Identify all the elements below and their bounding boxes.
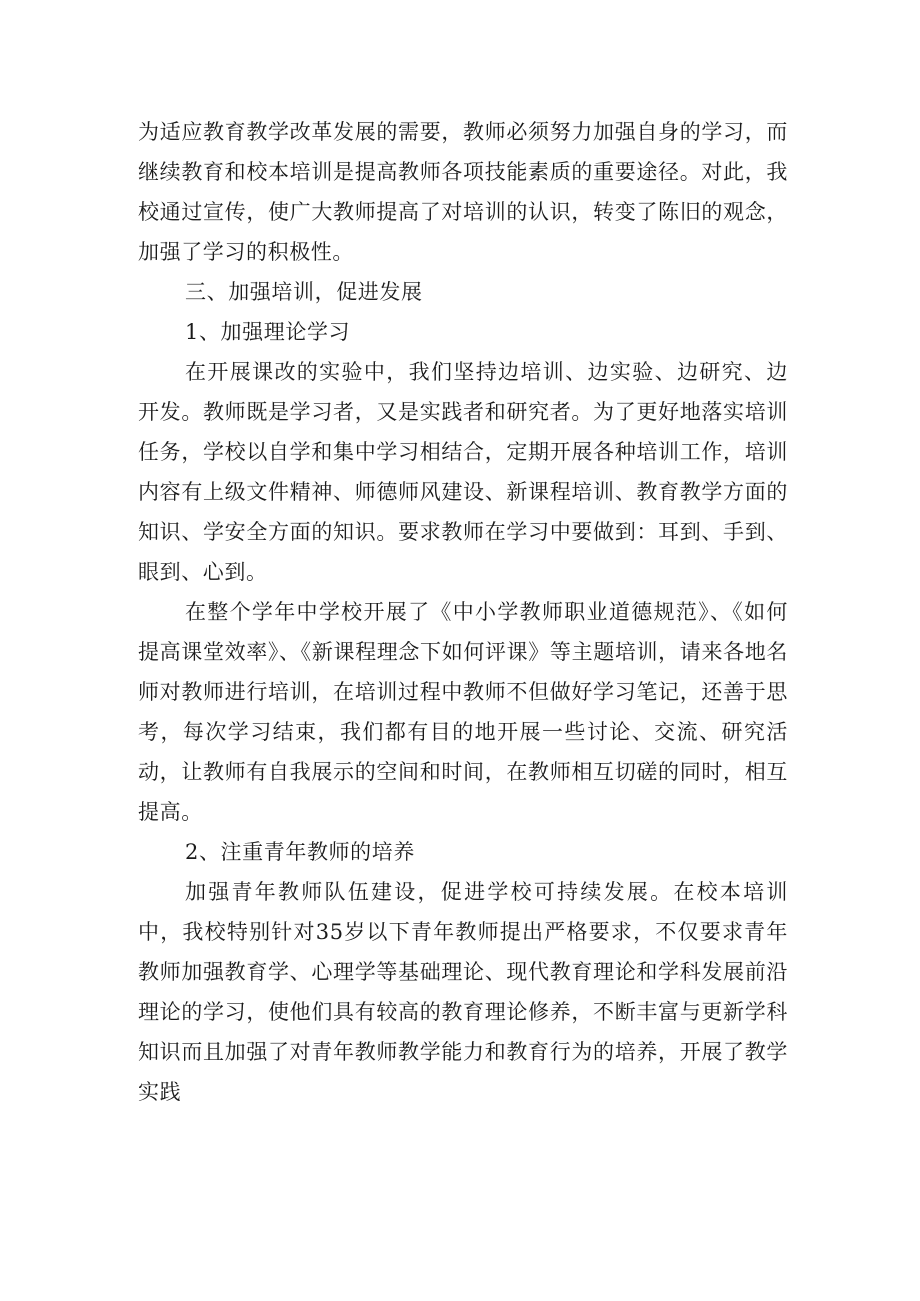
paragraph-training-topics: 在整个学年中学校开展了《中小学教师职业道德规范》、《如何提高课堂效率》、《新课程理念下如何评课》等主题培训，请来各地名师对教师进行培训，在培训过程中教师不但做好学习笔记，还善于思考，每次学习结束，我们都有目的地开展一些讨论、交流、研究活动，让教师有自我展示的空间和时间，在教师相互切磋的同时，相互提高。 [138,600,788,824]
subsection-heading-young-teachers: 2、注重青年教师的培养 [185,840,415,864]
paragraph-continuation: 为适应教育教学改革发展的需要，教师必须努力加强自身的学习，而继续教育和校本培训是提高教师各项技能素质的重要途径。对此，我校通过宣传，使广大教师提高了对培训的认识，转变了陈旧的观念，加强了学习的积极性。 [138,120,788,264]
paragraph-theory-study: 在开展课改的实验中，我们坚持边培训、边实验、边研究、边开发。教师既是学习者，又是实践者和研究者。为了更好地落实培训任务，学校以自学和集中学习相结合，定期开展各种培训工作，培训内容有上级文件精神、师德师风建设、新课程培训、教育教学方面的知识、学安全方面的知识。要求教师在学习中要做到：耳到、手到、眼到、心到。 [138,360,788,584]
section-heading: 三、加强培训，促进发展 [185,280,423,304]
paragraph-young-teachers: 加强青年教师队伍建设，促进学校可持续发展。在校本培训中，我校特别针对35岁以下青年教师提出严格要求，不仅要求青年教师加强教育学、心理学等基础理论、现代教育理论和学科发展前沿理论的学习，使他们具有较高的教育理论修养，不断丰富与更新学科知识而且加强了对青年教师教学能力和教育行为的培养，开展了教学实践 [138,880,788,1104]
subsection-heading-theory: 1、加强理论学习 [185,320,351,344]
document-body [138,112,788,1112]
